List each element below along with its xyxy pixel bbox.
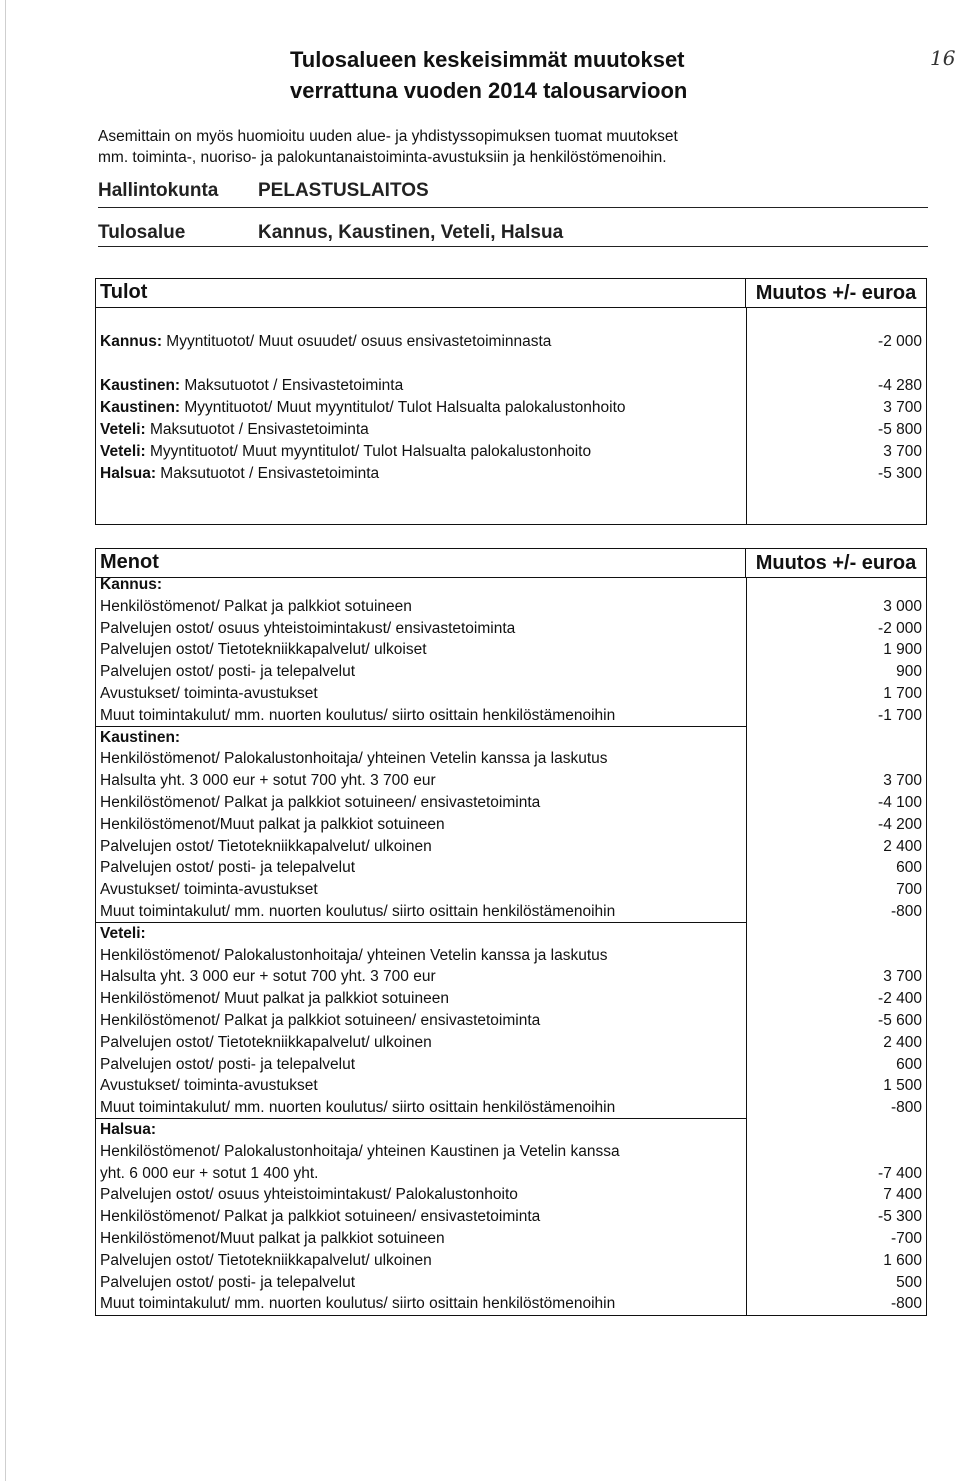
tulot-row-municipality: Kaustinen: [100, 377, 181, 394]
menot-row-value: -800 [890, 1295, 922, 1313]
menot-row [100, 814, 922, 836]
menot-row [100, 748, 922, 770]
tulot-row [100, 331, 922, 353]
menot-row-value: 900 [896, 663, 922, 681]
intro-text [98, 126, 678, 168]
menot-row-value: -4 200 [878, 815, 922, 833]
menot-row [100, 1293, 922, 1315]
menot-row-value: -700 [890, 1230, 922, 1247]
tulot-row-value: -5 800 [878, 421, 922, 438]
menot-row-value: 2 400 [883, 837, 922, 855]
menot-row-text: Henkilöstömenot/ Muut palkat ja palkkiot sotuineen [100, 990, 449, 1008]
menot-row-text: Palvelujen ostot/ posti- ja telepalvelut [100, 663, 356, 681]
menot-row-text: Muut toimintakulut/ mm. nuorten koulutus/ siirto osittain henkilöstämenoihin [100, 903, 616, 920]
menot-row [100, 596, 922, 618]
tulot-row-text [100, 375, 403, 397]
tulot-table [95, 278, 927, 525]
menot-row-text: Palvelujen ostot/ osuus yhteistoimintakust/ ensivastetoiminta [100, 619, 516, 637]
menot-row-value: 700 [896, 881, 922, 899]
menot-row [100, 639, 922, 661]
menot-row-text: Avustukset/ toiminta-avustukset [100, 881, 318, 899]
section-divider [96, 726, 746, 727]
intro-line-2: mm. toiminta-, nuoriso- ja palokuntanaistoiminta-avustuksiin ja henkilöstömenoihin. [98, 149, 667, 166]
tulot-row [100, 375, 922, 397]
tulot-row-text [100, 331, 551, 353]
scan-edge [5, 0, 6, 1481]
tulot-row [100, 397, 922, 419]
menot-row [100, 1097, 922, 1119]
hallintokunta-label: Hallintokunta [98, 180, 219, 201]
tulot-row [100, 441, 922, 463]
menot-row-value: -800 [890, 1099, 922, 1117]
menot-section-label: Halsua: [100, 1121, 156, 1138]
tulot-row-text [100, 397, 626, 419]
menot-row [100, 966, 922, 988]
menot-heading: Menot [100, 551, 159, 573]
menot-row [100, 1141, 922, 1163]
tulot-header [96, 279, 926, 308]
menot-row-value: -5 600 [878, 1012, 922, 1029]
menot-row-value: -2 400 [878, 990, 922, 1008]
menot-row [100, 1250, 922, 1272]
menot-row-value: 2 400 [883, 1033, 922, 1051]
menot-row [100, 1272, 922, 1294]
menot-row-value: 3 700 [883, 772, 922, 790]
menot-row [100, 683, 922, 705]
tulot-row-description: Maksutuotot / Ensivastetoiminta [156, 465, 380, 482]
menot-row-value: 7 400 [883, 1186, 922, 1204]
menot-section-heading [100, 1119, 922, 1141]
tulot-heading: Tulot [100, 281, 148, 303]
menot-row [100, 1163, 922, 1185]
tulot-row-municipality: Kaustinen: [100, 399, 181, 416]
menot-row-text: Henkilöstömenot/ Palkat ja palkkiot sotuineen/ ensivastetoiminta [100, 1208, 541, 1226]
intro-line-1: Asemittain on myös huomioitu uuden alue- ja yhdistyssopimuksen tuomat muutokset [98, 128, 678, 145]
menot-section-heading [100, 923, 922, 945]
menot-section-heading [100, 574, 922, 596]
menot-row-text: Palvelujen ostot/ Tietotekniikkapalvelut/ ulkoiset [100, 641, 427, 659]
title-line-1: Tulosalueen keskeisimmät muutokset [290, 47, 685, 72]
menot-row-value: 1 600 [883, 1251, 922, 1269]
menot-row [100, 901, 922, 923]
menot-row-text: Henkilöstömenot/ Palkat ja palkkiot sotuineen/ ensivastetoiminta [100, 794, 541, 811]
menot-row [100, 661, 922, 683]
menot-row-text: Halsulta yht. 3 000 eur + sotut 700 yht. 3 700 eur [100, 772, 436, 790]
menot-row-text: Palvelujen ostot/ osuus yhteistoimintakust/ Palokalustonhoito [100, 1186, 518, 1204]
menot-row-text: Henkilöstömenot/ Palokalustonhoitaja/ yhteinen Vetelin kanssa ja laskutus [100, 946, 608, 964]
menot-row [100, 836, 922, 858]
menot-column-header: Muutos +/- euroa [745, 549, 926, 577]
tulot-row-value: 3 700 [883, 399, 922, 416]
menot-row-value: -5 300 [878, 1208, 922, 1226]
menot-row-value: 1 500 [883, 1077, 922, 1095]
menot-row-value: -7 400 [878, 1164, 922, 1182]
tulot-row-description: Maksutuotot / Ensivastetoiminta [180, 377, 404, 394]
tulosalue-label: Tulosalue [98, 222, 186, 243]
tulot-row-municipality: Veteli: [100, 443, 146, 460]
divider [98, 246, 928, 247]
menot-row-value: -4 100 [878, 794, 922, 811]
menot-row [100, 705, 922, 727]
menot-row-text: Muut toimintakulut/ mm. nuorten koulutus/ siirto osittain henkilöstämenoihin [100, 706, 616, 724]
menot-row-value: 600 [896, 859, 922, 877]
menot-row-text: Muut toimintakulut/ mm. nuorten koulutus/ siirto osittain henkilöstömenoihin [100, 1295, 616, 1313]
tulot-row-text [100, 441, 591, 463]
menot-section-heading [100, 727, 922, 749]
menot-row-value: -2 000 [878, 619, 922, 637]
tulot-row-municipality: Halsua: [100, 465, 156, 482]
tulot-row [100, 463, 922, 485]
menot-row-text: Palvelujen ostot/ Tietotekniikkapalvelut/ ulkoinen [100, 1033, 432, 1051]
menot-row-text: Palvelujen ostot/ Tietotekniikkapalvelut/ ulkoinen [100, 1251, 432, 1269]
menot-section-label: Kaustinen: [100, 728, 181, 746]
menot-row-value: 3 700 [883, 968, 922, 986]
menot-row-text: Palvelujen ostot/ posti- ja telepalvelut [100, 1273, 356, 1291]
menot-row-text: yht. 6 000 eur + sotut 1 400 yht. [100, 1164, 319, 1182]
menot-row-text: Henkilöstömenot/ Palokalustonhoitaja/ yhteinen Kaustinen ja Vetelin kanssa [100, 1142, 620, 1160]
menot-row-value: 1 900 [883, 641, 922, 659]
tulot-row-value: -5 300 [878, 465, 922, 482]
menot-row-text: Palvelujen ostot/ posti- ja telepalvelut [100, 859, 356, 877]
menot-row-text: Halsulta yht. 3 000 eur + sotut 700 yht. 3 700 eur [100, 968, 436, 986]
menot-row [100, 988, 922, 1010]
menot-row [100, 1184, 922, 1206]
menot-row [100, 1228, 922, 1250]
tulot-column-header: Muutos +/- euroa [745, 279, 926, 307]
menot-row [100, 1206, 922, 1228]
tulot-row-text [100, 463, 379, 485]
menot-row-value: 500 [896, 1273, 922, 1291]
menot-row-value: -1 700 [878, 706, 922, 724]
menot-row-text: Palvelujen ostot/ posti- ja telepalvelut [100, 1055, 356, 1073]
tulot-row-municipality: Kannus: [100, 333, 162, 350]
menot-row-text: Henkilöstömenot/ Palkat ja palkkiot sotuineen [100, 597, 412, 615]
tulot-row-value: -4 280 [878, 377, 922, 394]
tulot-row [100, 419, 922, 441]
menot-row-text: Henkilöstömenot/Muut palkat ja palkkiot sotuineen [100, 815, 445, 833]
tulot-row-description: Myyntituotot/ Muut osuudet/ osuus ensivastetoiminnasta [162, 333, 552, 350]
menot-row-text: Avustukset/ toiminta-avustukset [100, 1077, 318, 1095]
tulot-row-value: 3 700 [883, 443, 922, 460]
hallintokunta-value: PELASTUSLAITOS [258, 180, 429, 201]
menot-row [100, 792, 922, 814]
menot-row [100, 770, 922, 792]
section-divider [96, 1118, 746, 1119]
tulot-row-municipality: Veteli: [100, 421, 146, 438]
tulot-row-value: -2 000 [878, 333, 922, 350]
menot-row [100, 618, 922, 640]
menot-row-value: 1 700 [883, 685, 922, 702]
menot-row [100, 879, 922, 901]
menot-section-label: Kannus: [100, 576, 162, 593]
menot-row [100, 1075, 922, 1097]
menot-row [100, 1054, 922, 1076]
menot-row-value: -800 [890, 903, 922, 920]
menot-row-value: 600 [896, 1055, 922, 1073]
tulosalue-value: Kannus, Kaustinen, Veteli, Halsua [258, 222, 564, 243]
menot-table [95, 548, 927, 1316]
tulot-row-text [100, 419, 369, 441]
menot-row-text: Henkilöstömenot/ Palkat ja palkkiot sotuineen/ ensivastetoiminta [100, 1012, 541, 1029]
menot-row-text: Henkilöstömenot/ Palokalustonhoitaja/ yhteinen Vetelin kanssa ja laskutus [100, 750, 608, 768]
title-line-2: verrattuna vuoden 2014 talousarvioon [290, 78, 688, 103]
tulot-row-description: Myyntituotot/ Muut myyntitulot/ Tulot Halsualta palokalustonhoito [145, 443, 592, 460]
section-divider [96, 922, 746, 923]
page-title [290, 44, 687, 106]
menot-row [100, 857, 922, 879]
menot-row [100, 1010, 922, 1032]
menot-row-value: 3 000 [883, 597, 922, 615]
page-number: 16 [930, 46, 956, 70]
menot-row-text: Henkilöstömenot/Muut palkat ja palkkiot sotuineen [100, 1230, 445, 1247]
menot-row-text: Avustukset/ toiminta-avustukset [100, 685, 318, 702]
menot-section-label: Veteli: [100, 924, 146, 942]
divider [98, 207, 928, 208]
menot-row-text: Muut toimintakulut/ mm. nuorten koulutus/ siirto osittain henkilöstämenoihin [100, 1099, 616, 1117]
menot-row [100, 1032, 922, 1054]
tulot-row-description: Maksutuotot / Ensivastetoiminta [145, 421, 369, 438]
tulot-row-description: Myyntituotot/ Muut myyntitulot/ Tulot Halsualta palokalustonhoito [180, 399, 626, 416]
menot-row-text: Palvelujen ostot/ Tietotekniikkapalvelut/ ulkoinen [100, 837, 432, 855]
menot-row [100, 945, 922, 967]
